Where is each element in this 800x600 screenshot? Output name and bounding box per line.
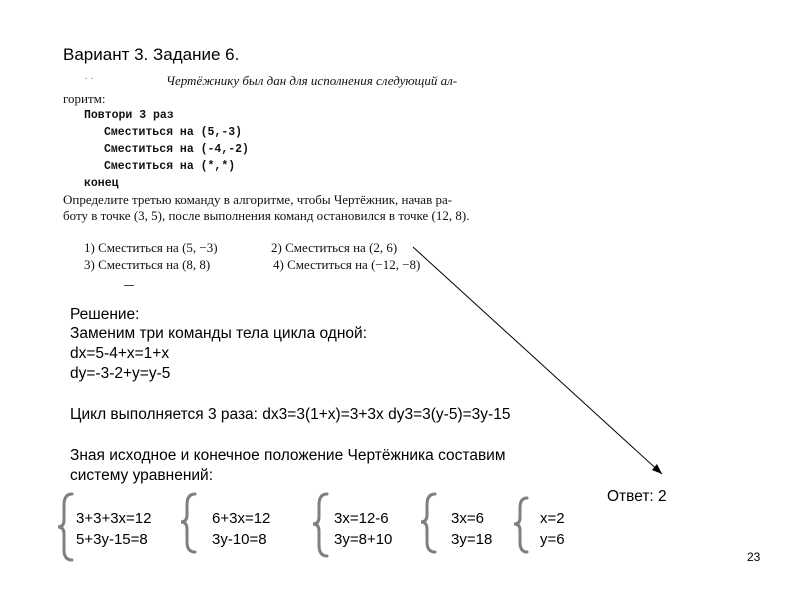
system-3-eq2: 3y=8+10 [334,531,393,548]
solution-line1: Заменим три команды тела цикла одной: [70,325,367,342]
task-intro-line1: Чертёжнику был дан для исполнения следующий ал- [166,73,458,88]
system-1-eq1: 3+3+3x=12 [76,510,152,527]
loop-formula: Цикл выполняется 3 раза: dx3=3(1+x)=3+3x dy3=3(y-5)=3y-15 [70,406,511,423]
system-3 [334,508,392,550]
option-4: 4) Сместиться на (−12, −8) [273,257,421,272]
system-2 [212,508,270,550]
task-question-line1: Определите третью команду в алгоритме, чтобы Чертёжник, начав ра- [63,192,453,207]
command-1: Сместиться на (5,-3) [104,126,243,139]
task-question-line2: боту в точке (3, 5), после выполнения команд остановился в точке (12, 8). [63,208,470,223]
system-4-eq2: 3y=18 [451,531,493,548]
system-4 [451,508,492,550]
command-3: Сместиться на (*,*) [104,160,236,173]
system-1 [76,508,152,550]
system-1-eq2: 5+3y-15=8 [76,531,148,548]
system-4-eq1: 3x=6 [451,510,484,527]
option-3: 3) Сместиться на (8, 8) [84,257,211,272]
system-5 [540,508,565,550]
system-2-eq2: 3y-10=8 [212,531,267,548]
dx-formula: dx=5-4+x=1+x [70,345,170,362]
system-5-eq2: y=6 [540,531,565,548]
loop-end: конец [84,177,119,190]
system-2-eq1: 6+3x=12 [212,510,271,527]
command-2: Сместиться на (-4,-2) [104,143,249,156]
system-3-eq1: 3x=12-6 [334,510,389,527]
option-1: 1) Сместиться на (5, −3) [84,240,218,255]
page-number: 23 [747,550,761,564]
system-intro-line1: Зная исходное и конечное положение Чертёжника составим [70,447,506,464]
scan-mark: · · [84,73,95,85]
system-intro-line2: систему уравнений: [70,467,214,484]
loop-start: Повтори 3 раз [84,109,174,122]
solution-heading: Решение: [70,306,140,323]
answer-label: Ответ: 2 [607,488,667,505]
dy-formula: dy=-3-2+y=y-5 [70,365,171,382]
task-intro-line2: горитм: [63,91,106,106]
system-5-eq1: x=2 [540,510,565,527]
option-2: 2) Сместиться на (2, 6) [271,240,398,255]
slide-title: Вариант 3. Задание 6. [63,45,240,64]
